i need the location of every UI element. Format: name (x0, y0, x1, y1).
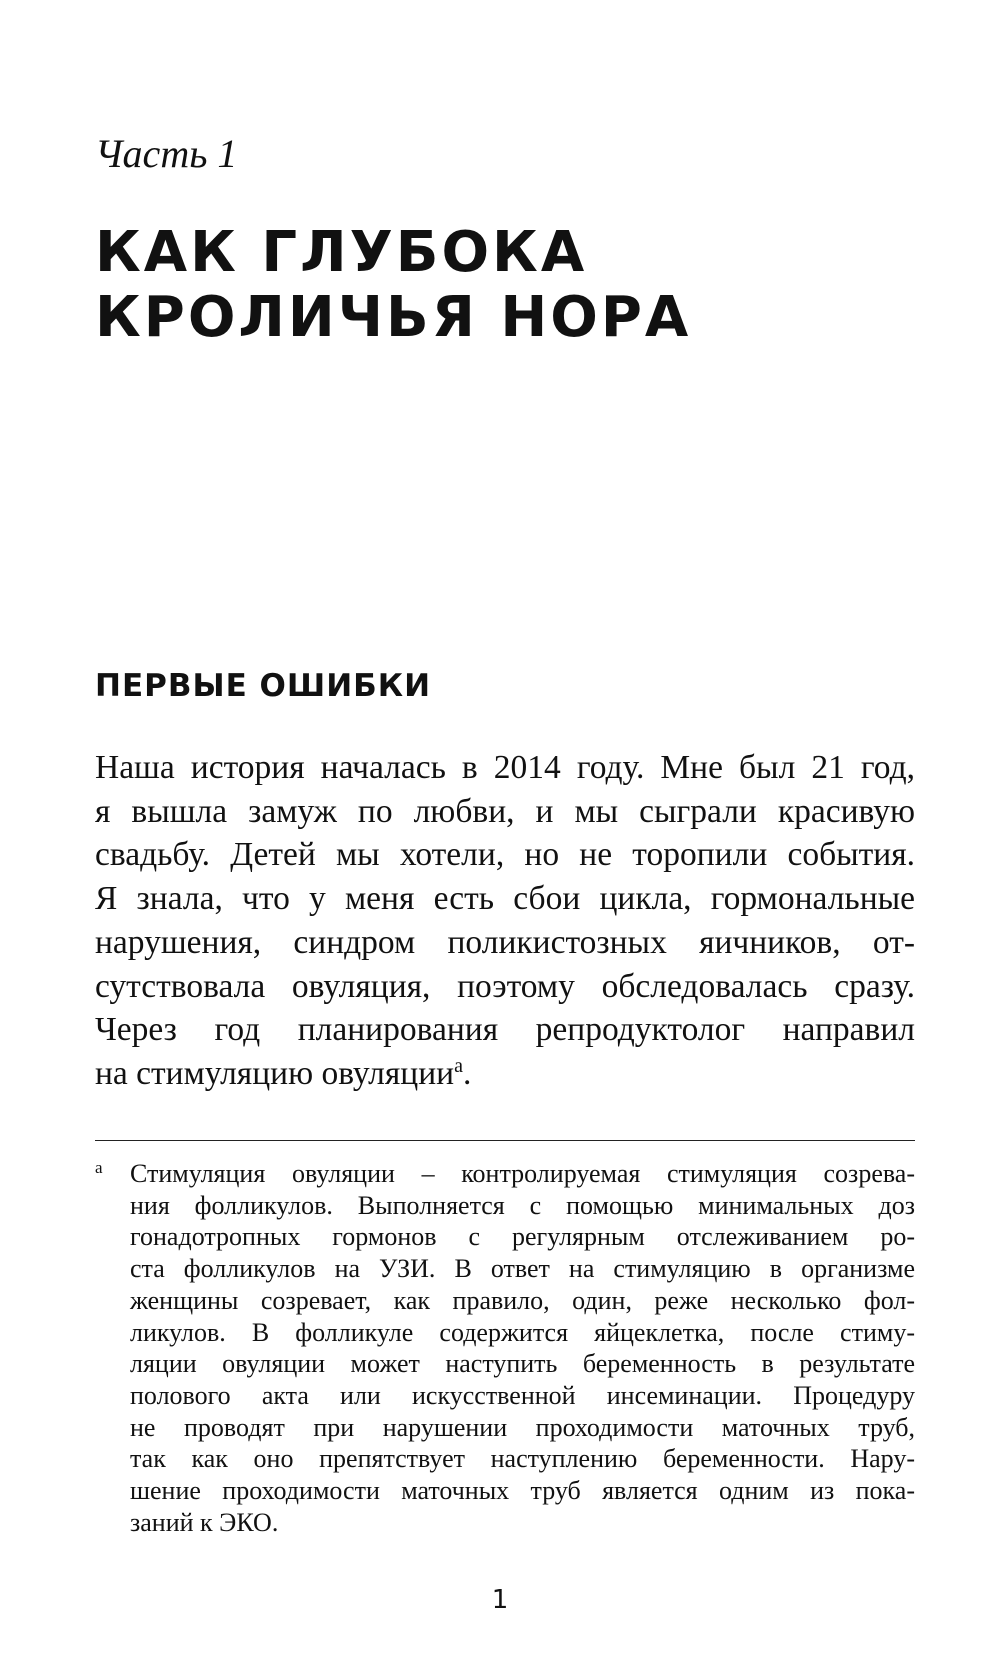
part-label: Часть 1 (95, 131, 238, 176)
footnote-line-4: ста фолликулов на УЗИ. В ответ на стимуляцию в организме (130, 1254, 915, 1284)
part-title-line-2: КРОЛИЧЬЯ НОРА (95, 285, 692, 350)
footnote-line-2: ния фолликулов. Выполняется с помощью минимальных доз (130, 1190, 915, 1220)
paragraph-line-7: Через год планирования репродуктолог направил (95, 1011, 915, 1049)
paragraph-line-2: я вышла замуж по любви, и мы сыграли красивую (95, 792, 915, 830)
footnote-line-3: гонадотропных гормонов с регулярным отслеживанием ро- (130, 1222, 915, 1252)
part-title (95, 220, 915, 350)
footnote-line-1: Стимуляция овуляции – контролируемая стимуляция созрева- (130, 1159, 915, 1188)
paragraph-end-punct: . (462, 1054, 472, 1092)
footnote-line-6: ликулов. В фолликуле содержится яйцеклетка, после стиму- (130, 1317, 915, 1347)
paragraph-line-4: Я знала, что у меня есть сбои цикла, гормональные (95, 880, 915, 918)
footnote-line-11: шение проходимости маточных труб является одним из пока- (130, 1476, 915, 1506)
body-paragraph (95, 746, 915, 1096)
footnote-body (130, 1158, 915, 1538)
part-title-line-1: КАК ГЛУБОКА (95, 220, 588, 285)
footnote-line-5: женщины созревает, как правило, один, реже несколько фол- (130, 1285, 915, 1315)
footnote-mark: а (95, 1158, 103, 1177)
page-number: 1 (491, 1585, 509, 1615)
footnote (95, 1158, 915, 1538)
footnote-line-7: ляции овуляции может наступить беременность в результате (130, 1349, 915, 1379)
paragraph-line-5: нарушения, синдром поликистозных яичников, от- (95, 923, 915, 961)
paragraph-line-6: сутствовала овуляция, поэтому обследовалась сразу. (95, 967, 915, 1005)
footnote-line-8: полового акта или искусственной инсеминации. Процедуру (130, 1380, 915, 1410)
paragraph-last-text: на стимуляцию овуляции (95, 1054, 455, 1092)
paragraph-line-1: Наша история началась в 2014 году. Мне был 21 год, (95, 749, 915, 786)
paragraph-line-3: свадьбу. Детей мы хотели, но не торопили события. (95, 836, 915, 874)
footnote-reference[interactable]: а (454, 1054, 463, 1077)
paragraph-line-8 (95, 1052, 915, 1096)
footnote-line-10: так как оно препятствует наступлению беременности. Нару- (130, 1444, 915, 1474)
footnote-line-12: заний к ЭКО. (130, 1507, 279, 1537)
section-heading: ПЕРВЫЕ ОШИБКИ (95, 668, 432, 704)
footnote-divider (95, 1140, 915, 1141)
footnote-line-9: не проводят при нарушении проходимости маточных труб, (130, 1412, 915, 1442)
